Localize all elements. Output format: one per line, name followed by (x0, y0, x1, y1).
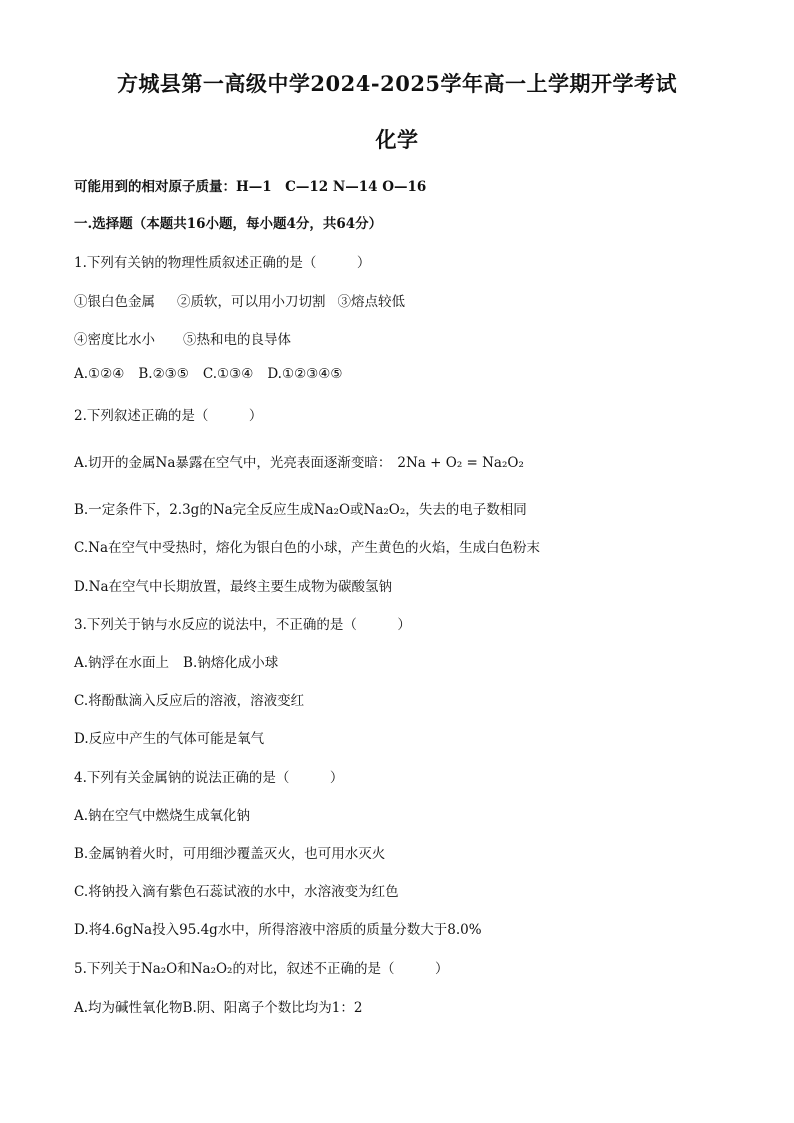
question-3-stem: 3.下列关于钠与水反应的说法中，不正确的是（ ） (74, 617, 411, 633)
question-1-properties-row-2 (74, 328, 291, 348)
question-1-stem: 1.下列有关钠的物理性质叙述正确的是（ ） (74, 255, 371, 271)
question-1-options (74, 366, 343, 382)
property-item: ③熔点较低 (337, 294, 405, 310)
property-item: ④密度比水小 (74, 332, 155, 348)
option-a: A.①②④ (74, 366, 125, 382)
atomic-masses-note: 可能用到的相对原子质量：H—1 C—12 N—14 O—16 (74, 179, 427, 195)
property-item: ①银白色金属 (74, 294, 155, 310)
question-3-options-ab (74, 651, 278, 671)
option-a: A.均为碱性氧化物 (74, 1000, 183, 1016)
question-4-stem: 4.下列有关金属钠的说法正确的是（ ） (74, 770, 344, 786)
property-item: ⑤热和电的良导体 (183, 332, 291, 348)
question-2-option-d: D.Na在空气中长期放置，最终主要生成物为碳酸氢钠 (74, 579, 392, 595)
option-a: A.钠浮在水面上 (74, 655, 170, 671)
option-b: B.阴、阳离子个数比均为1：2 (182, 1000, 363, 1016)
option-c: C.①③④ (202, 366, 254, 382)
option-a-text: A.切开的金属Na暴露在空气中，光亮表面逐渐变暗： (74, 455, 392, 471)
question-1-properties-row-1 (74, 290, 405, 310)
subject-title: 化学 (375, 127, 419, 152)
question-5-options-ab (74, 996, 362, 1016)
question-4-option-b: B.金属钠着火时，可用细沙覆盖灭火，也可用水灭火 (74, 846, 386, 862)
section-heading: 一.选择题（本题共16小题，每小题4分，共64分） (74, 216, 383, 232)
question-2-stem: 2.下列叙述正确的是（ ） (74, 408, 263, 424)
question-4-option-a: A.钠在空气中燃烧生成氧化钠 (74, 808, 251, 824)
option-b: B.②③⑤ (138, 366, 189, 382)
question-5-stem: 5.下列关于Na₂O和Na₂O₂的对比，叙述不正确的是（ ） (74, 961, 449, 977)
option-d: D.①②③④⑤ (267, 366, 343, 382)
question-4-option-c: C.将钠投入滴有紫色石蕊试液的水中，水溶液变为红色 (74, 884, 399, 900)
question-2-option-b: B.一定条件下，2.3g的Na完全反应生成Na₂O或Na₂O₂，失去的电子数相同 (74, 502, 527, 518)
exam-title: 方城县第一高级中学2024-2025学年高一上学期开学考试 (116, 71, 678, 96)
question-4-option-d: D.将4.6gNa投入95.4g水中，所得溶液中溶质的质量分数大于8.0% (74, 922, 482, 938)
question-3-option-c: C.将酚酞滴入反应后的溶液，溶液变红 (74, 693, 305, 709)
question-2-option-c: C.Na在空气中受热时，熔化为银白色的小球，产生黄色的火焰，生成白色粉末 (74, 540, 540, 556)
question-3-option-d: D.反应中产生的气体可能是氧气 (74, 731, 265, 747)
option-b: B.钠熔化成小球 (183, 655, 279, 671)
property-item: ②质软，可以用小刀切割 (177, 294, 326, 310)
question-2-option-a (74, 451, 524, 471)
chemical-equation: 2Na + O₂ = Na₂O₂ (397, 455, 524, 471)
